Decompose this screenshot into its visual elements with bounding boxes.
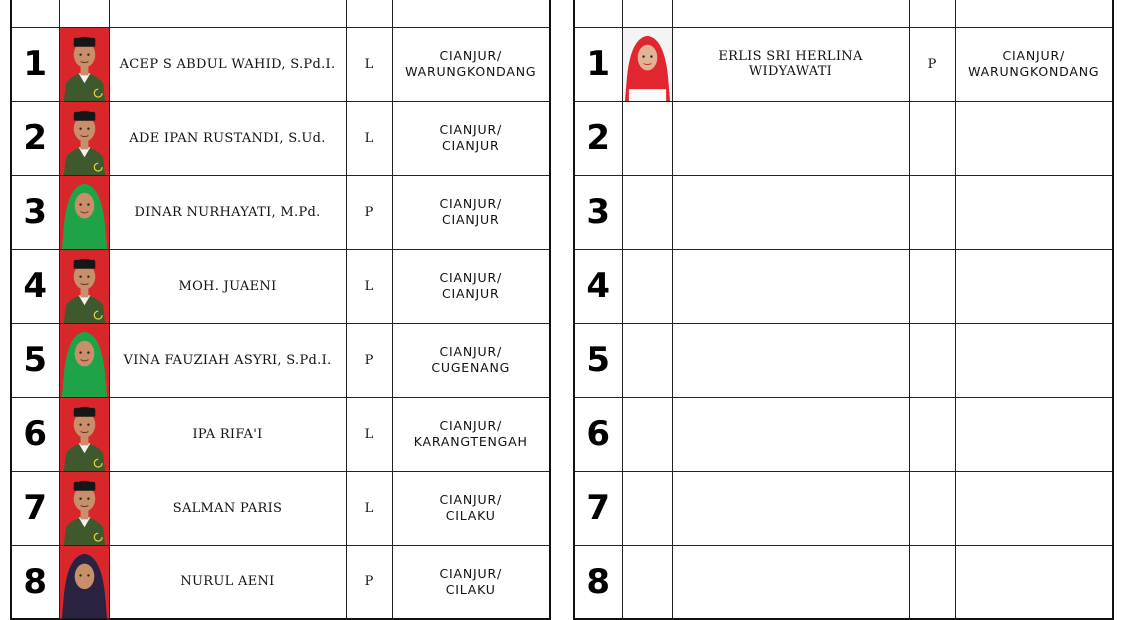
- candidate-region: [392, 545, 550, 619]
- candidate-gender: [909, 397, 955, 471]
- candidate-photo-image: [623, 28, 672, 101]
- region-line2: CIANJUR: [442, 212, 500, 227]
- candidate-table-left: [10, 0, 551, 620]
- candidate-photo-image: [60, 398, 109, 471]
- candidate-gender: P: [346, 545, 392, 619]
- candidate-number: 6: [574, 397, 622, 471]
- candidate-photo: [59, 175, 109, 249]
- candidate-region: [392, 249, 550, 323]
- table-row: [574, 545, 1113, 619]
- table-row: [11, 397, 550, 471]
- candidate-name: VINA FAUZIAH ASYRI, S.Pd.I.: [109, 323, 346, 397]
- candidate-name: [672, 101, 909, 175]
- candidate-photo: [59, 471, 109, 545]
- candidate-name: [672, 175, 909, 249]
- candidate-number: 6: [11, 397, 59, 471]
- candidate-name: DINAR NURHAYATI, M.Pd.: [109, 175, 346, 249]
- table-row: [574, 249, 1113, 323]
- candidate-gender: P: [346, 175, 392, 249]
- candidate-gender: [909, 175, 955, 249]
- region-line2: CIANJUR: [442, 286, 500, 301]
- candidate-photo: [59, 545, 109, 619]
- region-line1: CIANJUR/: [439, 565, 502, 581]
- candidate-name: MOH. JUAENI: [109, 249, 346, 323]
- candidate-number: [574, 0, 622, 27]
- candidate-gender: L: [346, 471, 392, 545]
- candidate-region: [392, 175, 550, 249]
- candidate-number: 3: [11, 175, 59, 249]
- candidate-name-line2: WIDYAWATI: [748, 64, 833, 79]
- candidate-name: [672, 0, 909, 27]
- region-line1: CIANJUR/: [439, 48, 502, 63]
- candidate-photo: [59, 249, 109, 323]
- candidate-photo: [59, 323, 109, 397]
- candidate-number: 2: [11, 101, 59, 175]
- candidate-table-right: [573, 0, 1114, 620]
- candidate-name: NURUL AENI: [109, 545, 346, 619]
- candidate-region: [955, 101, 1113, 175]
- candidate-region: [955, 27, 1113, 101]
- candidate-gender: P: [346, 323, 392, 397]
- candidate-name: [672, 397, 909, 471]
- candidate-name: SALMAN PARIS: [109, 471, 346, 545]
- candidate-region: [392, 27, 550, 101]
- region-line2: CILAKU: [445, 508, 496, 523]
- table-row: [11, 0, 550, 27]
- photo-cell-empty: [622, 323, 672, 397]
- candidate-name: [672, 249, 909, 323]
- candidate-region: [955, 397, 1113, 471]
- region-line1: CIANJUR/: [439, 344, 502, 359]
- table-row: [11, 249, 550, 323]
- candidate-region: [955, 175, 1113, 249]
- photo-cell-empty: [622, 545, 672, 619]
- candidate-photo-image: [60, 102, 109, 175]
- candidate-photo-image: [60, 176, 109, 249]
- region-line1: CIANJUR/: [439, 122, 502, 137]
- candidate-gender: P: [909, 27, 955, 101]
- candidate-region: [392, 0, 550, 27]
- candidate-number: 1: [11, 27, 59, 101]
- photo-cell-empty: [622, 397, 672, 471]
- candidate-region: [955, 0, 1113, 27]
- candidate-photo-image: [60, 472, 109, 545]
- candidate-photo-image: [60, 250, 109, 323]
- candidate-photo: [59, 101, 109, 175]
- candidate-name: [109, 0, 346, 27]
- region-line2: KARANGTENGAH: [413, 434, 528, 449]
- candidate-gender: [909, 0, 955, 27]
- photo-cell-empty: [622, 175, 672, 249]
- candidate-region: [955, 323, 1113, 397]
- candidate-region: [392, 101, 550, 175]
- candidate-name-line1: ERLIS SRI HERLINA: [718, 49, 863, 64]
- region-line1: CIANJUR/: [439, 270, 502, 285]
- table-row: [574, 471, 1113, 545]
- candidate-number: 8: [574, 545, 622, 619]
- candidate-gender: L: [346, 249, 392, 323]
- region-line2: WARUNGKONDANG: [405, 64, 537, 79]
- candidate-number: [11, 0, 59, 27]
- candidate-region: [392, 471, 550, 545]
- candidate-photo: [59, 397, 109, 471]
- candidate-photo-image: [60, 28, 109, 101]
- candidate-gender: [909, 101, 955, 175]
- table-row: [574, 323, 1113, 397]
- candidate-gender: L: [346, 101, 392, 175]
- candidate-number: 5: [11, 323, 59, 397]
- candidate-gender: [909, 323, 955, 397]
- candidate-region: [955, 545, 1113, 619]
- candidate-name: [672, 545, 909, 619]
- photo-cell-empty: [59, 0, 109, 27]
- table-row: [11, 175, 550, 249]
- candidate-number: 1: [574, 27, 622, 101]
- candidate-region: [392, 397, 550, 471]
- candidate-name: ACEP S ABDUL WAHID, S.Pd.I.: [109, 27, 346, 101]
- candidate-region: [392, 323, 550, 397]
- candidate-number: 5: [574, 323, 622, 397]
- candidate-gender: [909, 249, 955, 323]
- table-row: [11, 545, 550, 619]
- candidate-number: 7: [574, 471, 622, 545]
- table-row: [574, 101, 1113, 175]
- candidate-gender: L: [346, 27, 392, 101]
- region-line1: CIANJUR/: [439, 418, 502, 433]
- candidate-region: [955, 471, 1113, 545]
- candidate-photo: [622, 27, 672, 101]
- candidate-photo: [59, 27, 109, 101]
- table-row: [11, 101, 550, 175]
- candidate-gender: [346, 0, 392, 27]
- table-row: [11, 323, 550, 397]
- candidate-gender: L: [346, 397, 392, 471]
- candidate-region: [955, 249, 1113, 323]
- region-line1: CIANJUR/: [1002, 48, 1065, 63]
- region-line2: CUGENANG: [431, 360, 511, 375]
- candidate-number: 4: [11, 249, 59, 323]
- region-line2: CIANJUR: [442, 138, 500, 153]
- candidate-gender: [909, 471, 955, 545]
- table-row: [574, 0, 1113, 27]
- candidate-number: 4: [574, 249, 622, 323]
- candidate-photo-image: [60, 546, 109, 619]
- photo-cell-empty: [622, 101, 672, 175]
- photo-cell-empty: [622, 0, 672, 27]
- candidate-name: IPA RIFA'I: [109, 397, 346, 471]
- candidate-name: [672, 471, 909, 545]
- table-row: [574, 397, 1113, 471]
- candidate-photo-image: [60, 324, 109, 397]
- candidate-name: ADE IPAN RUSTANDI, S.Ud.: [109, 101, 346, 175]
- region-line1: CIANJUR/: [439, 196, 502, 211]
- candidate-gender: [909, 545, 955, 619]
- photo-cell-empty: [622, 471, 672, 545]
- candidate-number: 8: [11, 545, 59, 619]
- candidate-number: 7: [11, 471, 59, 545]
- region-line1: CIANJUR/: [439, 492, 502, 507]
- table-row: [574, 27, 1113, 101]
- region-line2: CILAKU: [445, 581, 496, 597]
- candidate-number: 3: [574, 175, 622, 249]
- table-row: [11, 27, 550, 101]
- candidate-name: [672, 323, 909, 397]
- candidate-name: [672, 27, 909, 101]
- region-line2: WARUNGKONDANG: [968, 64, 1100, 79]
- table-row: [11, 471, 550, 545]
- candidate-number: 2: [574, 101, 622, 175]
- photo-cell-empty: [622, 249, 672, 323]
- table-row: [574, 175, 1113, 249]
